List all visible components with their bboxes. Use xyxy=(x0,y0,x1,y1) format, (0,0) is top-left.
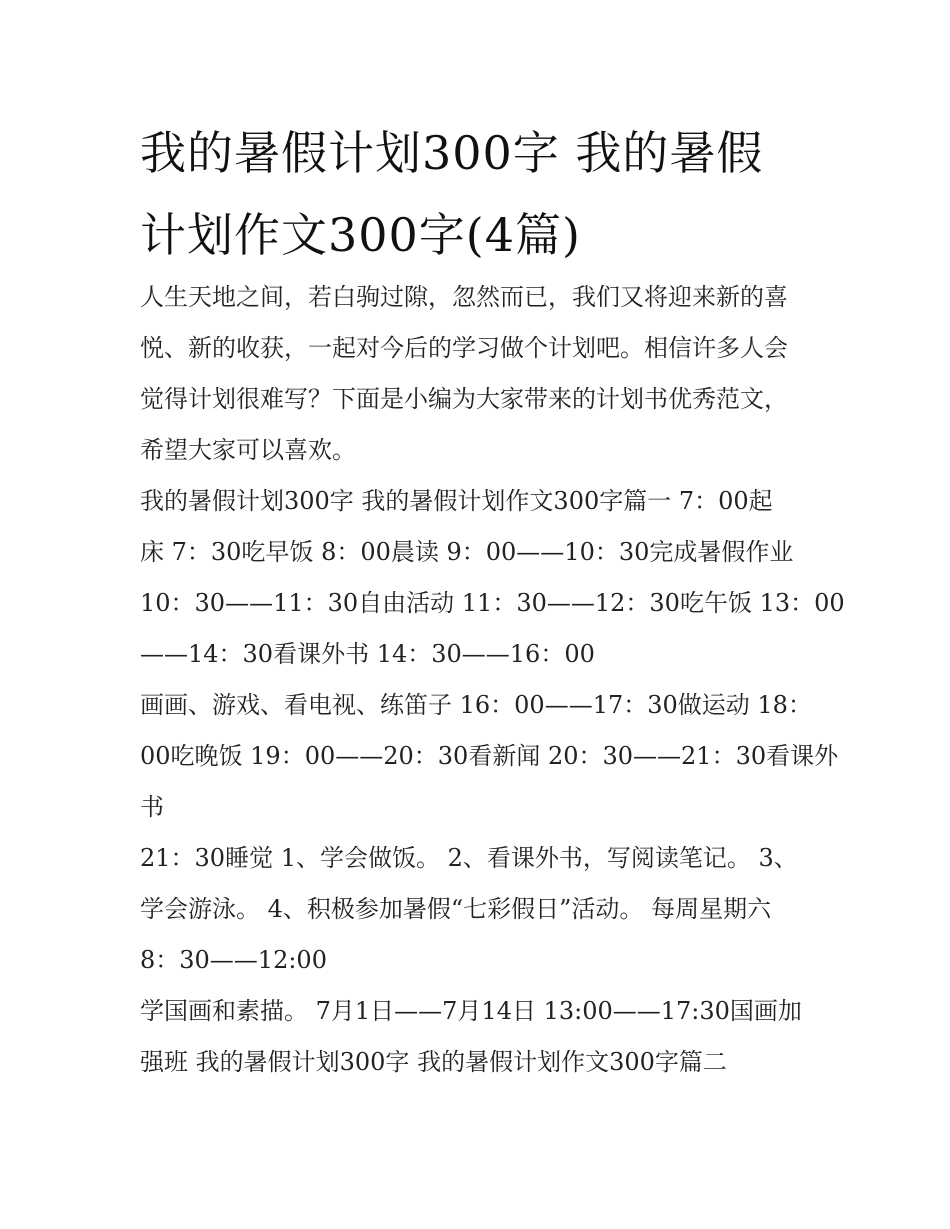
document-title xyxy=(140,112,820,276)
title-line: 计划作文300字(4篇) xyxy=(140,208,581,262)
body-line: 10：30——11：30自由活动 11：30——12：30吃午饭 13：00 xyxy=(140,589,845,617)
document-body xyxy=(140,272,845,1088)
body-line: 00吃晚饭 19：00——20：30看新闻 20：30——21：30看课外 xyxy=(140,742,839,770)
body-line: 强班 我的暑假计划300字 我的暑假计划作文300字篇二 xyxy=(140,1048,727,1076)
body-line: 书 xyxy=(140,793,164,821)
body-line: 人生天地之间，若白驹过隙，忽然而已，我们又将迎来新的喜 xyxy=(140,283,788,311)
body-line: ——14：30看课外书 14：30——16：00 xyxy=(140,640,595,668)
body-line: 8：30——12:00 xyxy=(140,946,327,974)
body-line: 我的暑假计划300字 我的暑假计划作文300字篇一 7：00起 xyxy=(140,487,773,515)
body-line: 学国画和素描。 7月1日——7月14日 13:00——17:30国画加 xyxy=(140,997,802,1025)
body-line: 学会游泳。 4、积极参加暑假“七彩假日”活动。 每周星期六 xyxy=(140,895,772,923)
body-line: 床 7：30吃早饭 8：00晨读 9：00——10：30完成暑假作业 xyxy=(140,538,794,566)
title-line: 我的暑假计划300字 我的暑假 xyxy=(140,126,764,180)
body-line: 希望大家可以喜欢。 xyxy=(140,436,356,464)
body-line: 21：30睡觉 1、学会做饭。 2、看课外书，写阅读笔记。 3、 xyxy=(140,844,798,872)
body-line: 画画、游戏、看电视、练笛子 16：00——17：30做运动 18： xyxy=(140,691,812,719)
body-line: 悦、新的收获，一起对今后的学习做个计划吧。相信许多人会 xyxy=(140,334,788,362)
body-line: 觉得计划很难写？下面是小编为大家带来的计划书优秀范文， xyxy=(140,385,788,413)
